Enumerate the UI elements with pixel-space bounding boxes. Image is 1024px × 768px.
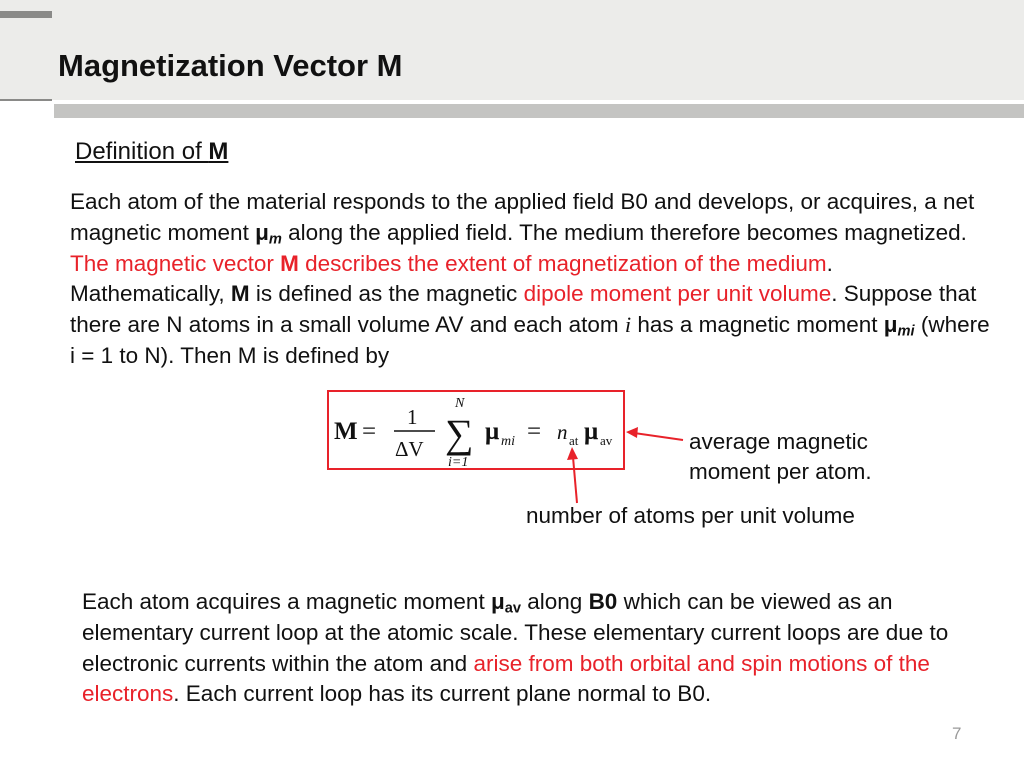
- eq-n: n: [557, 420, 568, 444]
- slide-title: Magnetization Vector M: [58, 48, 403, 83]
- arrow-average-line: [634, 433, 683, 440]
- eq-sum-symbol: ∑: [445, 411, 474, 456]
- page-number: 7: [952, 724, 962, 743]
- eq-numerator: 1: [407, 405, 418, 429]
- eq-sum-upper: N: [455, 396, 465, 411]
- arrow-average-head: [626, 427, 638, 438]
- eq-lhs-M: M: [334, 418, 358, 445]
- highlight-magnetic-vector: The magnetic vector M describes the extent of magnetization of the medium: [70, 250, 827, 276]
- eq-mu-av-sub: av: [600, 433, 613, 448]
- eq-n-sub: at: [569, 433, 579, 448]
- eq-mu: μ: [485, 418, 500, 445]
- definition-paragraph: Each atom of the material responds to the applied field B0 and develops, or acquires, a net magnetic moment $\mu_m$ along the applied field. The medium therefore becomes magnetized. The magnetic vector M describes the extent of magnetization of the medium. Mathematically, M is defined as the magnetic dipole moment per unit volume. Suppose that there are N atoms in a small volume AV and each atom i has a magnetic moment $\mu_{mi}$ (where i = 1 to N). Then M is defined by: [70, 189, 990, 368]
- eq-mu-av: μ: [584, 418, 599, 445]
- current-loop-paragraph: Each atom acquires a magnetic moment $\mu_{av}$ along B0 which can be viewed as an elementary current loop at the atomic scale. These elementary current loops are due to electronic currents within the atom and arise from both orbital and spin motions of the electrons. Each current loop has its current plane normal to B0.: [82, 589, 949, 707]
- highlight-dipole-moment: dipole moment per unit volume: [523, 281, 832, 307]
- arrow-number-head: [567, 447, 578, 460]
- eq-equals-2: =: [527, 418, 542, 445]
- arrow-number-line: [573, 457, 577, 503]
- eq-equals-1: =: [362, 418, 377, 445]
- average-moment-label: average magnetic moment per atom.: [689, 429, 872, 484]
- number-density-label: number of atoms per unit volume: [526, 503, 855, 528]
- highlight-orbital-spin: arise from both orbital and spin motions of the electrons: [82, 650, 930, 707]
- eq-denominator: ΔV: [395, 437, 424, 461]
- section-heading: Definition of M: [75, 138, 229, 165]
- eq-mu-sub: mi: [501, 434, 515, 449]
- eq-sum-lower: i=1: [448, 455, 469, 470]
